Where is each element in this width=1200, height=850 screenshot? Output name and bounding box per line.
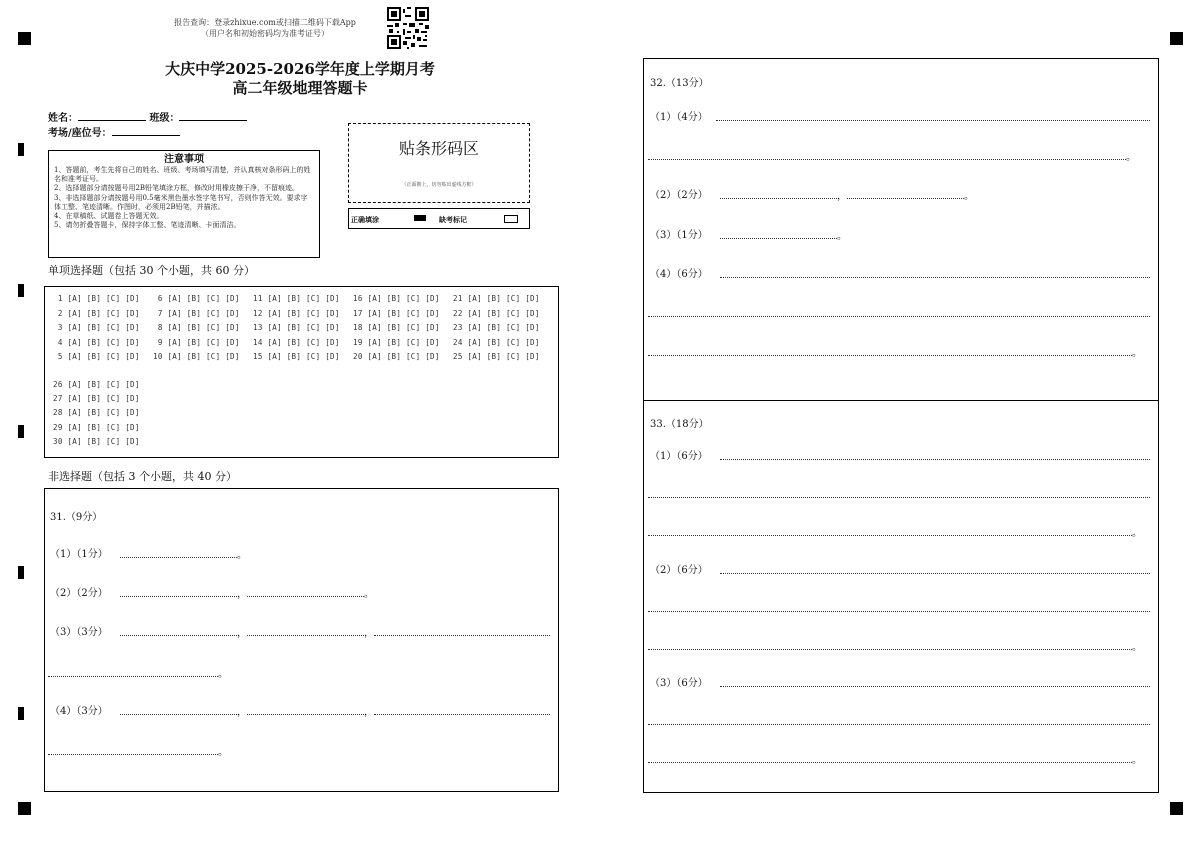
q31-part2-label: （2）（2分） (50, 588, 108, 599)
mc-question-number: 29 (53, 422, 68, 432)
mc-options[interactable]: [A] [B] [C] [D] (67, 380, 140, 389)
mc-options[interactable]: [A] [B] [C] [D] (67, 408, 140, 418)
mc-question-21[interactable] (453, 294, 540, 303)
q32-box (643, 58, 1159, 401)
notice-box (48, 150, 320, 258)
q31-part1-answer[interactable] (120, 557, 237, 558)
mc-question-15[interactable] (253, 352, 340, 361)
mc-options[interactable]: [A] [B] [C] [D] (67, 422, 140, 432)
notice-item: 3、非选择题部分请按题号用0.5毫米黑色墨水签字笔书写，否则作答无效。要求字体工整、笔迹清晰。作图时，必须用2B铅笔，并描浓。 (54, 193, 308, 211)
query-line-2: （用户名和初始密码均为准考证号） (201, 29, 329, 38)
absent-mark-label: 缺考标记 (439, 215, 467, 224)
mc-options[interactable]: [A] [B] [C] [D] (67, 323, 140, 332)
mc-options[interactable]: [A] [B] [C] [D] (267, 308, 340, 318)
mc-options[interactable]: [A] [B] [C] [D] (267, 323, 340, 332)
q33-part2-answer-c[interactable] (648, 649, 1132, 650)
q31-part3-label: （3）（3分） (50, 627, 108, 638)
period: 。 (237, 550, 247, 561)
mc-question-7[interactable] (153, 309, 240, 318)
report-query-text (170, 17, 360, 39)
barcode-area (348, 123, 530, 203)
mc-question-16[interactable] (353, 294, 440, 303)
mc-question-22[interactable] (453, 309, 540, 318)
q32-part4-label: （4）（6分） (650, 269, 708, 280)
q31-part3-answer-b[interactable] (247, 635, 364, 636)
mc-question-1[interactable] (53, 294, 140, 303)
mc-options[interactable]: [A] [B] [C] [D] (267, 337, 340, 347)
mc-question-number: 4 (53, 337, 68, 347)
mc-question-26[interactable] (53, 380, 140, 389)
mc-question-number: 7 (153, 308, 168, 318)
mc-options[interactable]: [A] [B] [C] [D] (67, 394, 140, 404)
corner-mark-top-left (18, 32, 31, 45)
mc-question-4[interactable] (53, 338, 140, 347)
notice-item: 4、在草稿纸、试题卷上答题无效。 (54, 212, 164, 221)
mc-question-6[interactable] (153, 294, 240, 303)
mc-question-28[interactable] (53, 408, 140, 417)
mc-options[interactable]: [A] [B] [C] [D] (67, 308, 140, 318)
class-label: 班级： (149, 113, 180, 124)
mc-question-number: 8 (153, 323, 168, 332)
mc-question-number: 27 (53, 394, 68, 404)
notice-list (54, 166, 314, 230)
q31-box (44, 488, 559, 792)
q31-part4-answer-c[interactable] (374, 714, 550, 715)
comma: ， (364, 628, 374, 639)
mc-options[interactable]: [A] [B] [C] [D] (67, 436, 140, 446)
q33-part1-label: （1）（6分） (650, 451, 708, 462)
mc-options[interactable]: [A] [B] [C] [D] (167, 308, 240, 318)
mc-question-19[interactable] (353, 338, 440, 347)
mc-question-20[interactable] (353, 352, 440, 361)
mc-options[interactable]: [A] [B] [C] [D] (267, 352, 340, 361)
mc-options[interactable]: [A] [B] [C] [D] (467, 352, 540, 361)
page-subtitle: 高二年级地理答题卡 (232, 79, 368, 97)
q33-part3-label: （3）（6分） (650, 678, 708, 689)
mc-question-number: 13 (253, 323, 268, 332)
barcode-label: 贴条形码区 (398, 139, 479, 158)
seat-label: 考场/座位号： (48, 128, 112, 139)
mc-question-number: 17 (353, 308, 368, 318)
mc-question-number: 11 (253, 294, 268, 303)
mc-options[interactable]: [A] [B] [C] [D] (167, 352, 240, 361)
mc-question-14[interactable] (253, 338, 340, 347)
q31-part4-answer-a[interactable] (120, 714, 237, 715)
mc-options[interactable]: [A] [B] [C] [D] (67, 337, 140, 347)
q32-part1-answer-a[interactable] (716, 120, 1150, 121)
fill-legend (348, 208, 530, 229)
q32-part4-answer-c[interactable] (648, 355, 1132, 356)
q32-part1-answer-b[interactable] (648, 159, 1126, 160)
timing-mark (18, 425, 24, 438)
q33-part3-answer-b[interactable] (648, 724, 1150, 725)
mc-question-number: 5 (53, 352, 68, 361)
mc-question-29[interactable] (53, 423, 140, 432)
timing-mark (18, 143, 24, 156)
corner-mark-bottom-right (1170, 802, 1183, 815)
seat-field[interactable] (48, 124, 180, 139)
mc-question-30[interactable] (53, 437, 140, 446)
mc-question-9[interactable] (153, 338, 240, 347)
mc-question-27[interactable] (53, 394, 140, 403)
mc-question-number: 19 (353, 337, 368, 347)
barcode-hint: （正面朝上，切勿贴出虚线方框） (401, 182, 477, 188)
mc-question-number: 16 (353, 294, 368, 303)
q33-title: 33.（18分） (650, 419, 709, 430)
mc-options[interactable]: [A] [B] [C] [D] (367, 323, 440, 332)
q32-part2-answer-b[interactable] (847, 198, 964, 199)
mc-options[interactable]: [A] [B] [C] [D] (367, 308, 440, 318)
comma: ， (237, 628, 247, 639)
q31-part1-label: （1）（1分） (50, 549, 108, 560)
comma: ， (837, 191, 847, 202)
q33-part3-answer-c[interactable] (648, 762, 1132, 763)
mc-question-8[interactable] (153, 323, 240, 332)
mc-question-number: 23 (453, 323, 468, 332)
correct-fill-sample (414, 215, 426, 221)
q33-part2-label: （2）（6分） (650, 565, 708, 576)
timing-mark (18, 566, 24, 579)
mc-question-number: 3 (53, 323, 68, 332)
mc-question-3[interactable] (53, 323, 140, 332)
mc-question-number: 18 (353, 323, 368, 332)
mc-options[interactable]: [A] [B] [C] [D] (67, 352, 140, 361)
mc-options[interactable]: [A] [B] [C] [D] (467, 294, 540, 303)
mc-question-13[interactable] (253, 323, 340, 332)
mc-options[interactable]: [A] [B] [C] [D] (167, 323, 240, 332)
mc-options[interactable]: [A] [B] [C] [D] (467, 337, 540, 347)
mc-question-number: 12 (253, 308, 268, 318)
qr-code-icon (387, 7, 429, 49)
mc-question-2[interactable] (53, 309, 140, 318)
q32-part2-answer-a[interactable] (720, 198, 837, 199)
seat-line[interactable] (112, 126, 180, 136)
q31-part3-answer-c[interactable] (374, 635, 550, 636)
mc-question-number: 1 (53, 294, 68, 303)
mc-question-10[interactable] (153, 352, 240, 361)
nonmc-section-title: 非选择题（包括 3 个小题，共 40 分） (48, 470, 237, 483)
mc-question-18[interactable] (353, 323, 440, 332)
q33-part1-answer-b[interactable] (648, 497, 1150, 498)
name-line[interactable] (78, 111, 146, 121)
period: 。 (218, 747, 228, 758)
mc-question-number: 10 (153, 352, 168, 361)
mc-options[interactable]: [A] [B] [C] [D] (367, 352, 440, 361)
mc-question-number: 25 (453, 352, 468, 361)
timing-mark (18, 707, 24, 720)
mc-question-number: 2 (53, 308, 68, 318)
mc-options[interactable]: [A] [B] [C] [D] (167, 294, 240, 303)
absent-mark-box[interactable] (504, 215, 518, 223)
q31-part4-answer-b[interactable] (247, 714, 364, 715)
period: 。 (1132, 642, 1142, 653)
correct-fill-label: 正确填涂 (351, 215, 379, 224)
mc-options[interactable]: [A] [B] [C] [D] (367, 294, 440, 303)
comma: ， (237, 707, 247, 718)
mc-question-number: 6 (153, 294, 168, 303)
mc-options[interactable]: [A] [B] [C] [D] (267, 294, 340, 303)
comma: ， (237, 589, 247, 600)
mc-question-25[interactable] (453, 352, 540, 361)
q31-part3-answer-a[interactable] (120, 635, 237, 636)
q31-part3-answer-d[interactable] (48, 676, 218, 677)
mc-question-number: 30 (53, 436, 68, 446)
mc-options[interactable]: [A] [B] [C] [D] (467, 323, 540, 332)
mc-question-24[interactable] (453, 338, 540, 347)
mc-question-number: 24 (453, 337, 468, 347)
q31-part4-answer-d[interactable] (48, 754, 218, 755)
query-line-1: 报告查询：登录zhixue.com或扫描二维码下载App (174, 18, 356, 27)
class-line[interactable] (179, 111, 247, 121)
q33-part3-answer-a[interactable] (720, 686, 1150, 687)
timing-mark (18, 284, 24, 297)
period: 。 (837, 231, 847, 242)
q32-part3-answer[interactable] (720, 238, 837, 239)
name-field[interactable] (48, 109, 247, 124)
notice-item: 2、选择题部分请按题号用2B铅笔填涂方框，修改时用橡皮擦干净，不留痕迹。 (54, 184, 300, 193)
q33-part2-answer-b[interactable] (648, 611, 1150, 612)
q33-part2-answer-a[interactable] (720, 573, 1150, 574)
corner-mark-top-right (1170, 32, 1183, 45)
q31-part2-answer-b[interactable] (247, 596, 364, 597)
q31-part4-label: （4）（3分） (50, 706, 108, 717)
comma: ， (364, 707, 374, 718)
mc-question-12[interactable] (253, 309, 340, 318)
q31-part2-answer-a[interactable] (120, 596, 237, 597)
mc-question-number: 22 (453, 308, 468, 318)
period: 。 (218, 669, 228, 680)
period: 。 (364, 589, 374, 600)
q32-part1-label: （1）（4分） (650, 112, 708, 123)
mc-question-number: 15 (253, 352, 268, 361)
mc-section-title: 单项选择题（包括 30 个小题，共 60 分） (48, 264, 255, 277)
mc-question-17[interactable] (353, 309, 440, 318)
q33-part1-answer-c[interactable] (648, 535, 1132, 536)
period: 。 (1132, 755, 1142, 766)
mc-question-5[interactable] (53, 352, 140, 361)
mc-question-number: 26 (53, 380, 68, 389)
mc-options[interactable]: [A] [B] [C] [D] (467, 308, 540, 318)
name-label: 姓名： (48, 113, 78, 124)
mc-question-number: 9 (153, 337, 168, 347)
mc-question-number: 14 (253, 337, 268, 347)
mc-options[interactable]: [A] [B] [C] [D] (167, 337, 240, 347)
q33-part1-answer-a[interactable] (720, 459, 1150, 460)
q32-part4-answer-a[interactable] (720, 277, 1150, 278)
notice-item: 1、答题前，考生先将自己的姓名、班级、考场填写清楚，并认真核对条形码上的姓名和准考证号。 (54, 166, 311, 184)
period: 。 (1132, 528, 1142, 539)
notice-item: 5、请勿折叠答题卡，保持字体工整、笔迹清晰、卡面清洁。 (54, 221, 241, 230)
mc-options[interactable]: [A] [B] [C] [D] (67, 294, 140, 303)
mc-question-number: 20 (353, 352, 368, 361)
q32-part2-label: （2）（2分） (650, 190, 708, 201)
mc-question-11[interactable] (253, 294, 340, 303)
period: 。 (964, 191, 974, 202)
q31-title: 31.（9分） (50, 512, 103, 523)
notice-title: 注意事项 (164, 154, 204, 165)
q32-part3-label: （3）（1分） (650, 230, 708, 241)
mc-options[interactable]: [A] [B] [C] [D] (367, 337, 440, 347)
mc-question-23[interactable] (453, 323, 540, 332)
period: 。 (1126, 152, 1136, 163)
mc-question-number: 21 (453, 294, 468, 303)
q32-part4-answer-b[interactable] (648, 316, 1150, 317)
page-title: 大庆中学2025-2026学年度上学期月考 (165, 60, 435, 78)
mc-question-number: 28 (53, 408, 68, 418)
corner-mark-bottom-left (18, 802, 31, 815)
q32-title: 32.（13分） (650, 78, 709, 89)
period: 。 (1132, 348, 1142, 359)
